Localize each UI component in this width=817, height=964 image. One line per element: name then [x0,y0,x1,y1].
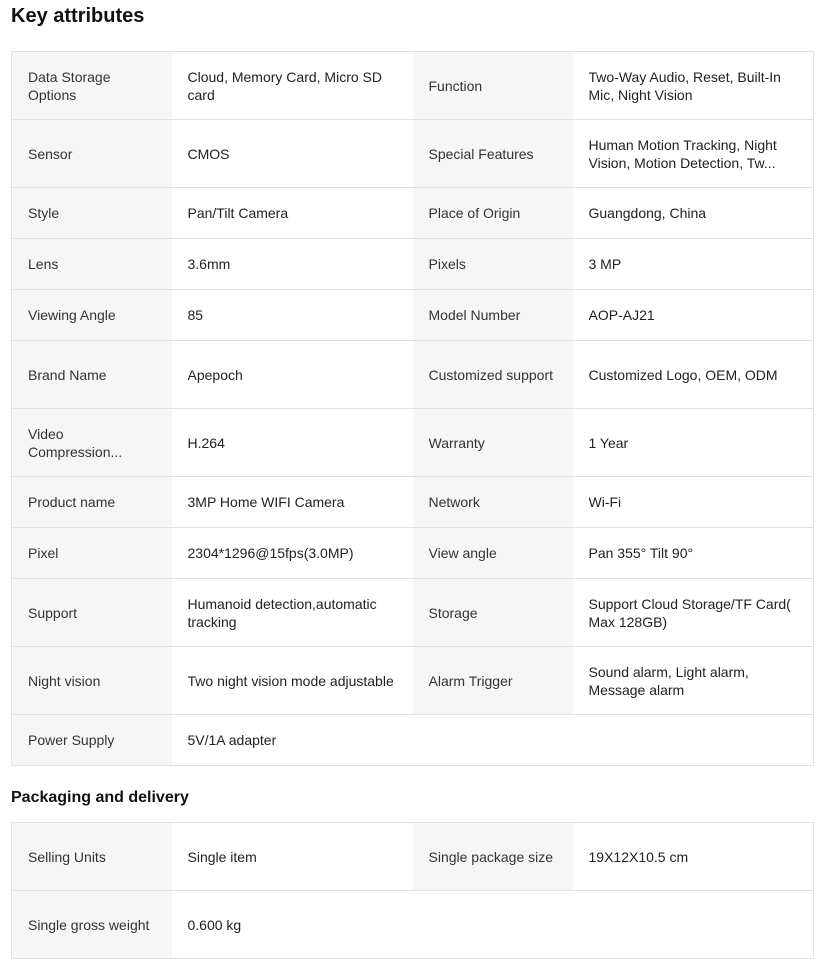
attribute-label: Support [12,579,172,647]
attribute-row [12,52,814,120]
attribute-row [12,891,814,959]
key-attributes-title: Key attributes [11,5,145,27]
attribute-label: Pixel [12,528,172,579]
packaging-delivery-title: Packaging and delivery [11,789,189,806]
attribute-row [12,239,814,290]
attribute-label: Power Supply [12,715,172,766]
attribute-label: Special Features [413,120,573,188]
attribute-value: Humanoid detection,automatic tracking [172,579,413,647]
attribute-label: Pixels [413,239,573,290]
attribute-label: Selling Units [12,823,172,891]
attribute-row [12,477,814,528]
attribute-label: Function [413,52,573,120]
attribute-row [12,341,814,409]
attribute-value: 85 [172,290,413,341]
attribute-label: Viewing Angle [12,290,172,341]
attribute-value: Two night vision mode adjustable [172,647,413,715]
attribute-label: Alarm Trigger [413,647,573,715]
attribute-label: Warranty [413,409,573,477]
attribute-row [12,188,814,239]
attribute-value: Human Motion Tracking, Night Vision, Motion Detection, Tw... [573,120,814,188]
attribute-value: Single item [172,823,413,891]
attribute-row [12,823,814,891]
attribute-row [12,120,814,188]
packaging-table [11,822,814,959]
key-attributes-table [11,51,814,766]
attribute-value: 0.600 kg [172,891,413,959]
attribute-label: Place of Origin [413,188,573,239]
attribute-value: 3 MP [573,239,814,290]
attribute-value: 3MP Home WIFI Camera [172,477,413,528]
attribute-label: View angle [413,528,573,579]
attribute-value: Support Cloud Storage/TF Card( Max 128GB) [573,579,814,647]
attribute-label: Single package size [413,823,573,891]
attribute-label: Lens [12,239,172,290]
attribute-label: Night vision [12,647,172,715]
attribute-value: Pan/Tilt Camera [172,188,413,239]
empty-cell [413,715,573,766]
attribute-value: CMOS [172,120,413,188]
attribute-value: 5V/1A adapter [172,715,413,766]
empty-cell [573,891,814,959]
empty-cell [413,891,573,959]
empty-cell [573,715,814,766]
attribute-row [12,647,814,715]
attribute-label: Model Number [413,290,573,341]
attribute-value: Two-Way Audio, Reset, Built-In Mic, Night Vision [573,52,814,120]
attribute-value: Pan 355° Tilt 90° [573,528,814,579]
attribute-label: Brand Name [12,341,172,409]
attribute-value: 2304*1296@15fps(3.0MP) [172,528,413,579]
attribute-row [12,579,814,647]
attribute-label: Style [12,188,172,239]
attribute-value: 3.6mm [172,239,413,290]
attribute-row [12,528,814,579]
attribute-label: Customized support [413,341,573,409]
attribute-value: 1 Year [573,409,814,477]
attribute-value: Wi-Fi [573,477,814,528]
attribute-value: H.264 [172,409,413,477]
attribute-label: Single gross weight [12,891,172,959]
attribute-label: Video Compression... [12,409,172,477]
attribute-value: Cloud, Memory Card, Micro SD card [172,52,413,120]
attribute-label: Product name [12,477,172,528]
attribute-row [12,715,814,766]
attribute-value: AOP-AJ21 [573,290,814,341]
attribute-value: Sound alarm, Light alarm, Message alarm [573,647,814,715]
attribute-value: Apepoch [172,341,413,409]
attribute-label: Data Storage Options [12,52,172,120]
attribute-label: Storage [413,579,573,647]
attribute-value: 19X12X10.5 cm [573,823,814,891]
attribute-row [12,409,814,477]
attribute-value: Guangdong, China [573,188,814,239]
attribute-value: Customized Logo, OEM, ODM [573,341,814,409]
attribute-label: Sensor [12,120,172,188]
attribute-label: Network [413,477,573,528]
attribute-row [12,290,814,341]
